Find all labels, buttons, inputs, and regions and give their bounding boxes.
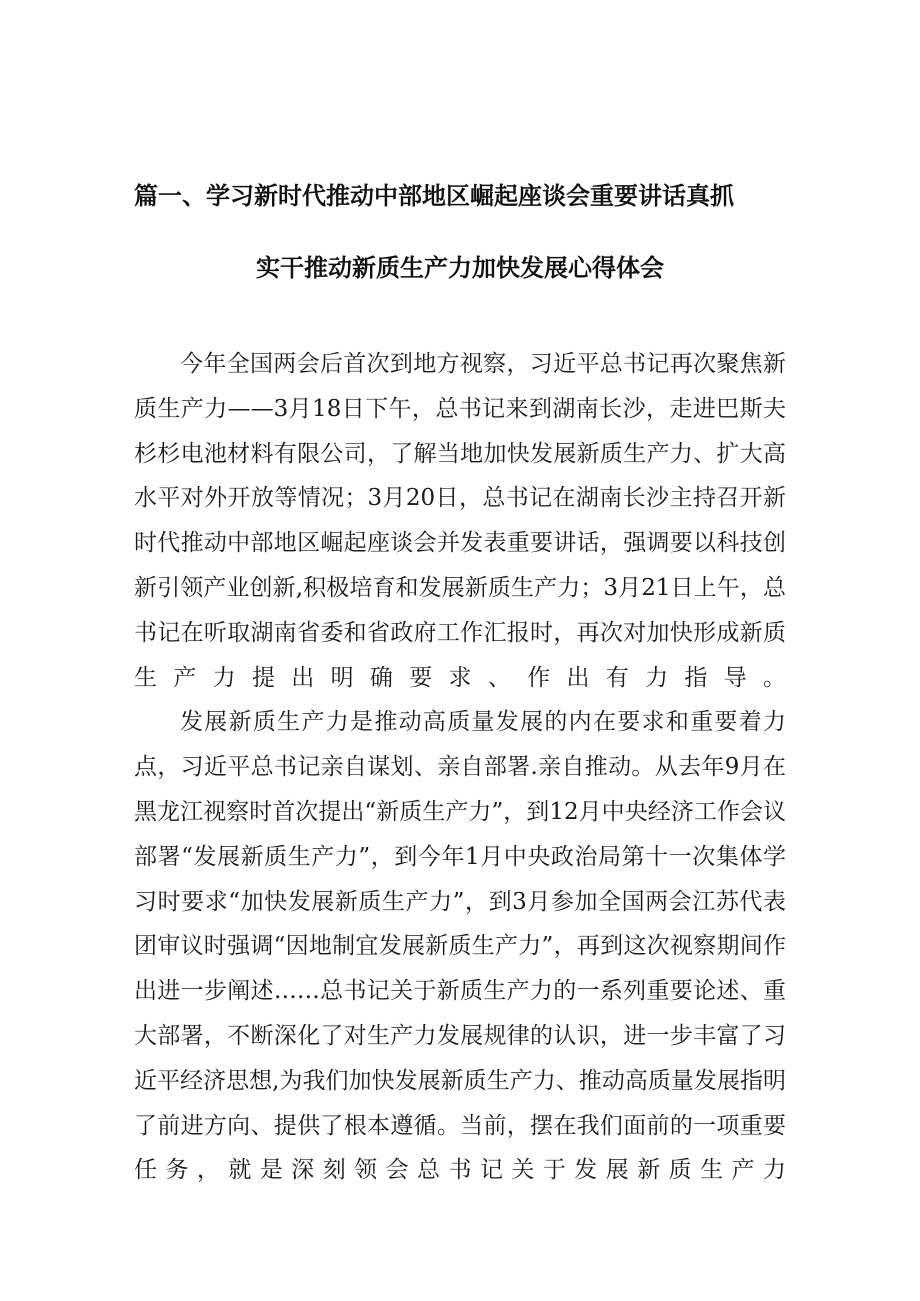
document-title-line-2: 实干推动新质生产力加快发展心得体会 xyxy=(256,254,664,282)
document-title-line-1: 篇一、学习新时代推动中部地区崛起座谈会重要讲话真抓 xyxy=(134,182,734,210)
body-paragraph-1: 今年全国两会后首次到地方视察，习近平总书记再次聚焦新质生产力——3月18日下午，总书记来到湖南长沙，走进巴斯夫杉杉电池材料有限公司，了解当地加快发展新质生产力、扩大高水平对外开放等情况；3月20日，总书记在湖南长沙主持召开新时代推动中部地区崛起座谈会并发表重要讲话，强调要以科技创新引领产业创新,积极培育和发展新质生产力；3月21日上午，总书记在听取湖南省委和省政府工作汇报时，再次对加快形成新质生产力提出明确要求、作出有力指导。 xyxy=(134,351,786,691)
body-paragraph-2: 发展新质生产力是推动高质量发展的内在要求和重要着力点，习近平总书记亲自谋划、亲自部署.亲自推动。从去年9月在黑龙江视察时首次提出“新质生产力”，到12月中央经济工作会议部署“发展新质生产力”，到今年1月中央政治局第十一次集体学习时要求“加快发展新质生产力”，到3月参加全国两会江苏代表团审议时强调“因地制宜发展新质生产力”，再到这次视察期间作出进一步阐述……总书记关于新质生产力的一系列重要论述、重大部署，不断深化了对生产力发展规律的认识，进一步丰富了习近平经济思想,为我们加快发展新质生产力、推动高质量发展指明了前进方向、提供了根本遵循。当前，摆在我们面前的一项重要任务，就是深刻领会总书记关于发展新质生产力 xyxy=(134,709,786,1184)
document-body xyxy=(134,342,786,1193)
